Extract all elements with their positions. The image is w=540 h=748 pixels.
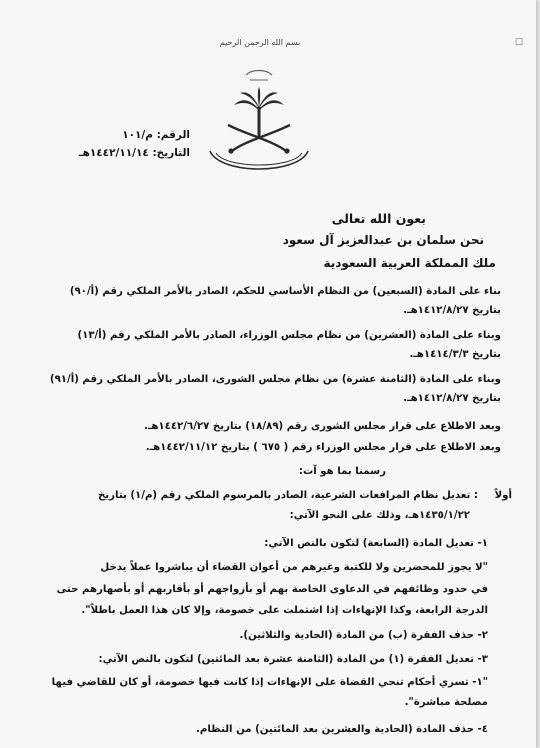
item-line: ٤- حذف المادة (الحادية والعشرين بعد المائتين) من النظام. [195,724,488,735]
item-line: في حدود وظائفهم في الدعاوى الخاصة بهم أو بأزواجهم أو بأقاربهم أو بأصهارهم حتى [56,584,488,595]
header-line-2: نحن سلمان بن عبدالعزيز آل سعود [282,233,484,247]
item-line: ٣- تعديل الفقرة (١) من المادة (الثامنة عشرة بعد المائتين) لتكون بالنص الآتي: [98,654,488,665]
item-line: ١- تعديل المادة (السابعة) لتكون بالنص الآتي: [264,538,488,549]
corner-mark: ☐ [514,38,523,48]
preamble-line: بتاريخ ١٤١٤/٣/٣هـ. [409,349,501,360]
preamble-line: وبناء على المادة (الثامنة عشرة) من نظام مجلس الشورى، الصادر بالأمر الملكي رقم (أ/٩١) [49,374,501,385]
preamble-line: وبناء على المادة (العشرين) من نظام مجلس الوزراء، الصادر بالأمر الملكي رقم (أ/١٣) [77,330,501,341]
item-line: "١- تسري أحكام تنحي القضاة على الإنهاءات إذا كانت فيها خصومة، أو كان للقاضي فيها [51,677,488,688]
preamble-line: وبعد الاطلاع على قرار مجلس الوزراء رقم ( ٦٧٥ ) بتاريخ ١٤٤٢/١١/١٢هـ. [145,442,501,453]
reference-number: الرقم: م/١٠١ [122,129,190,141]
header-line-3: ملك المملكة العربية السعودية [323,256,496,270]
article-first-line: ١٤٣٥/١/٢٢هـ، وذلك على النحو الآتي: [289,510,470,521]
article-first-label: أولاً [494,490,512,501]
basmala: بسم الله الرحمن الرحيم [219,38,301,47]
preamble-line: وبعد الاطلاع على قرار مجلس الشورى رقم (١٨/٨٩) بتاريخ ١٤٤٢/٦/٢٧هـ. [143,421,501,432]
item-line: مصلحة مباشرة". [404,697,488,708]
article-first-line: : تعديل نظام المرافعات الشرعية، الصادر بالمرسوم الملكي رقم (م/١) بتاريخ [97,490,478,501]
reference-block [80,126,190,162]
preamble-line: بتاريخ ١٤١٢/٨/٢٧هـ. [403,305,501,316]
preamble-line: بتاريخ ١٤١٢/٨/٢٧هـ. [403,393,501,404]
item-line: ٢- حذف الفقرة (ب) من المادة (الحادية والثلاثين). [239,630,488,641]
item-line: "لا يجوز للمحضرين ولا للكتبة وغيرهم من أعوان القضاء أن يباشروا عملاً يدخل [100,562,488,573]
header-line-1: بعون الله تعالى [331,211,426,226]
preamble-line: بناء على المادة (السبعين) من النظام الأساسي للحكم، الصادر بالأمر الملكي رقم (أ/٩٠) [69,286,501,297]
preamble-line: رسمنا بما هو آت: [298,466,386,477]
saudi-emblem-icon [200,55,318,175]
item-line: الدرجة الرابعة، وكذا الإنهاءات إذا اشتملت على خصومة، وإلا كان هذا العمل باطلاً". [81,605,488,616]
reference-date: التاريخ: ١٤٤٢/١١/١٤هـ [78,147,190,159]
